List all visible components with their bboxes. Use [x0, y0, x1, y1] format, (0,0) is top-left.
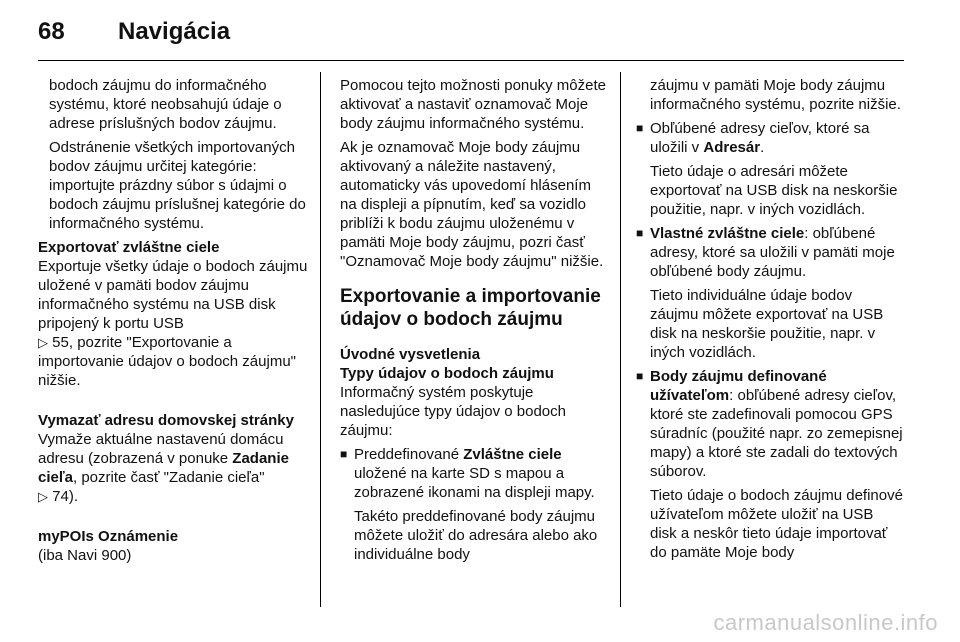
paragraph: Vymaže aktuálne nastavenú domácu adresu (zobrazená v ponuke Zadanie cieľa, pozrite časť "Zadanie cieľa" ▷ 74). — [38, 431, 289, 505]
list-item: ■ Obľúbené adresy cieľov, ktoré sa uložili v Adresár. — [636, 120, 870, 156]
paragraph: Odstránenie všetkých importovaných bodov záujmu určitej kategórie: importujte prázdny súbor s údajmi o bodoch záujmu príslušnej kategórie do informačného systému. — [49, 139, 306, 232]
paragraph: bodoch záujmu do informačného systému, ktoré neobsahujú údaje o adrese príslušných bodov záujmu. — [49, 77, 282, 132]
bullet-icon: ■ — [636, 121, 644, 135]
heading-export-poi: Exportovať zvláštne ciele — [38, 239, 220, 256]
paragraph: Tieto údaje o adresári môžete exportovať na USB disk na neskoršie použitie, napr. v iných vozidlách. — [650, 163, 898, 218]
paragraph: Informačný systém poskytuje nasledujúce typy údajov o bodoch záujmu: — [340, 384, 566, 439]
page-ref-icon: ▷ — [38, 489, 48, 504]
subheading: Úvodné vysvetlenia — [340, 346, 481, 363]
list-item: ■ Preddefinované Zvláštne ciele uložené na karte SD s mapou a zobrazené ikonami na displeji mapy. — [340, 446, 595, 501]
page-ref-icon: ▷ — [38, 335, 48, 350]
paragraph: Tieto individuálne údaje bodov záujmu môžete exportovať na USB disk na neskoršie použitie, napr. v iných vozidlách. — [650, 287, 884, 361]
subheading: Typy údajov o bodoch záujmu — [340, 365, 554, 382]
paragraph: Takéto preddefinované body záujmu môžete uložiť do adresára alebo ako individuálne body — [354, 508, 598, 563]
paragraph: Exportuje všetky údaje o bodoch záujmu uložené v pamäti bodov záujmu informačného systému na USB disk pripojený k portu USB ▷ 55, pozrite "Exportovanie a importovanie údajov o bodoch záujmu" nižšie. — [38, 258, 308, 389]
heading-mypois: myPOIs Oznámenie — [38, 528, 179, 545]
column-1 — [38, 76, 308, 570]
section-title: Exportovanie a importovanie údajov o bodoch záujmu — [340, 286, 601, 330]
column-2 — [340, 76, 608, 569]
header-rule — [38, 60, 904, 61]
list-item: ■ Body záujmu definované užívateľom: obľúbené adresy cieľov, ktoré ste zadefinovali pomocou GPS súradníc (použité napr. zo zemepisnej mapy) a ktoré ste zadali do textových súborov. — [636, 368, 903, 480]
bullet-icon: ■ — [340, 447, 348, 461]
column-divider-2 — [620, 72, 621, 607]
heading-delete-home: Vymazať adresu domovskej stránky — [38, 412, 294, 429]
page-number: 68 — [38, 18, 65, 45]
paragraph: Tieto údaje o bodoch záujmu definové užívateľom môžete uložiť na USB disk a neskôr tieto údaje importovať do pamäte Moje body — [650, 487, 903, 561]
paragraph: Ak je oznamovač Moje body záujmu aktivovaný a náležite nastavený, automaticky vás upovedomí hlásením na displeji a pípnutím, keď sa vozidlo priblíži k bodu záujmu uloženému v pamäti Moje body záujmu, pozri časť "Oznamovač Moje body záujmu" nižšie. — [340, 139, 604, 270]
watermark: carmanualsonline.info — [713, 610, 938, 635]
bullet-icon: ■ — [636, 369, 644, 383]
paragraph: (iba Navi 900) — [38, 547, 132, 564]
paragraph: Pomocou tejto možnosti ponuky môžete aktivovať a nastaviť oznamovač Moje body záujmu informačného systému. — [340, 77, 606, 132]
bullet-icon: ■ — [636, 226, 644, 240]
list-item: ■ Vlastné zvláštne ciele: obľúbené adresy, ktoré sa uložili v pamäti moje obľúbené body záujmu. — [636, 225, 895, 280]
column-divider-1 — [320, 72, 321, 607]
page-title: Navigácia — [118, 18, 231, 45]
column-3 — [636, 76, 904, 567]
paragraph: záujmu v pamäti Moje body záujmu informačného systému, pozrite nižšie. — [650, 77, 901, 113]
